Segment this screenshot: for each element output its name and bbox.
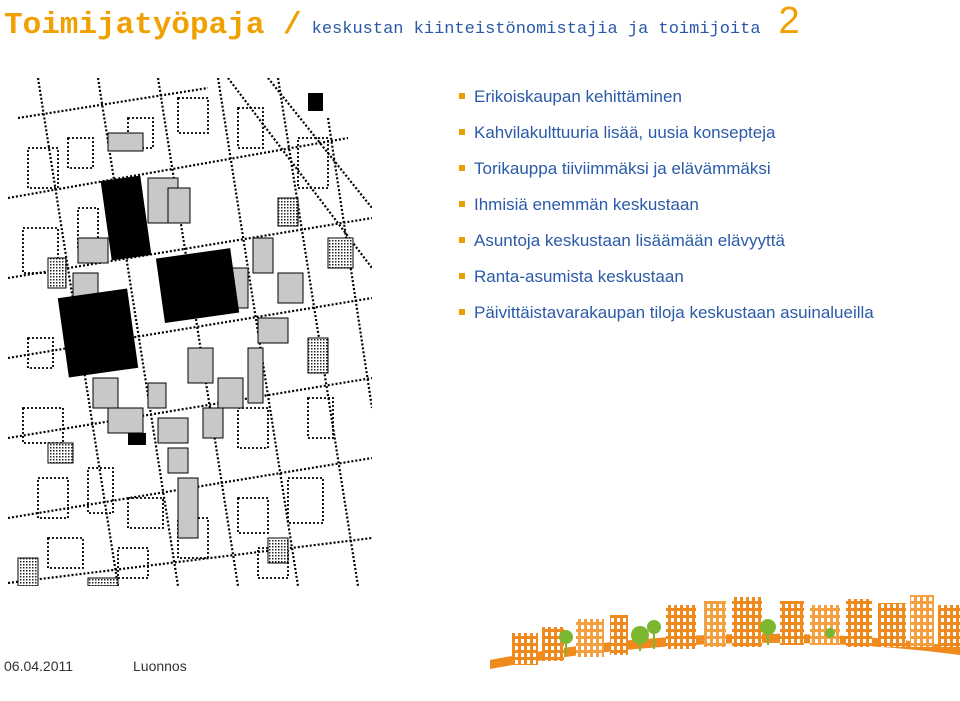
bullet-square-icon (459, 273, 465, 279)
bullet-square-icon (459, 237, 465, 243)
page-title: Toimijatyöpaja / (4, 8, 302, 43)
bullet-item (458, 302, 928, 324)
bullet-text: Ranta-asumista keskustaan (474, 267, 684, 286)
page-number-heading: 2 (778, 0, 800, 42)
bullet-text: Ihmisiä enemmän keskustaan (474, 195, 699, 214)
bullet-text: Torikauppa tiiviimmäksi ja elävämmäksi (474, 159, 771, 178)
page-subtitle: keskustan kiinteistönomistajia ja toimijoita (311, 20, 761, 39)
bullet-item (458, 266, 928, 288)
bullet-square-icon (459, 201, 465, 207)
bullet-square-icon (459, 129, 465, 135)
bullet-item (458, 86, 928, 108)
bullet-square-icon (459, 165, 465, 171)
bullet-text: Kahvilakulttuuria lisää, uusia konsepteja (474, 123, 776, 142)
bullet-text: Erikoiskaupan kehittäminen (474, 87, 682, 106)
bullet-square-icon (459, 93, 465, 99)
title-bar (4, 0, 954, 44)
bullet-text: Päivittäistavarakaupan tiloja keskustaan asuinalueilla (474, 303, 874, 322)
bullet-item (458, 122, 928, 144)
bullet-item (458, 230, 928, 252)
bullet-square-icon (459, 309, 465, 315)
bullet-item (458, 194, 928, 216)
city-block-map (8, 78, 372, 586)
bullet-item (458, 158, 928, 180)
footer-label: Luonnos (133, 658, 187, 674)
bullet-text: Asuntoja keskustaan lisäämään elävyyttä (474, 231, 785, 250)
footer-date: 06.04.2011 (4, 658, 74, 674)
city-skyline-illustration (490, 575, 960, 701)
bullet-list (458, 86, 928, 338)
